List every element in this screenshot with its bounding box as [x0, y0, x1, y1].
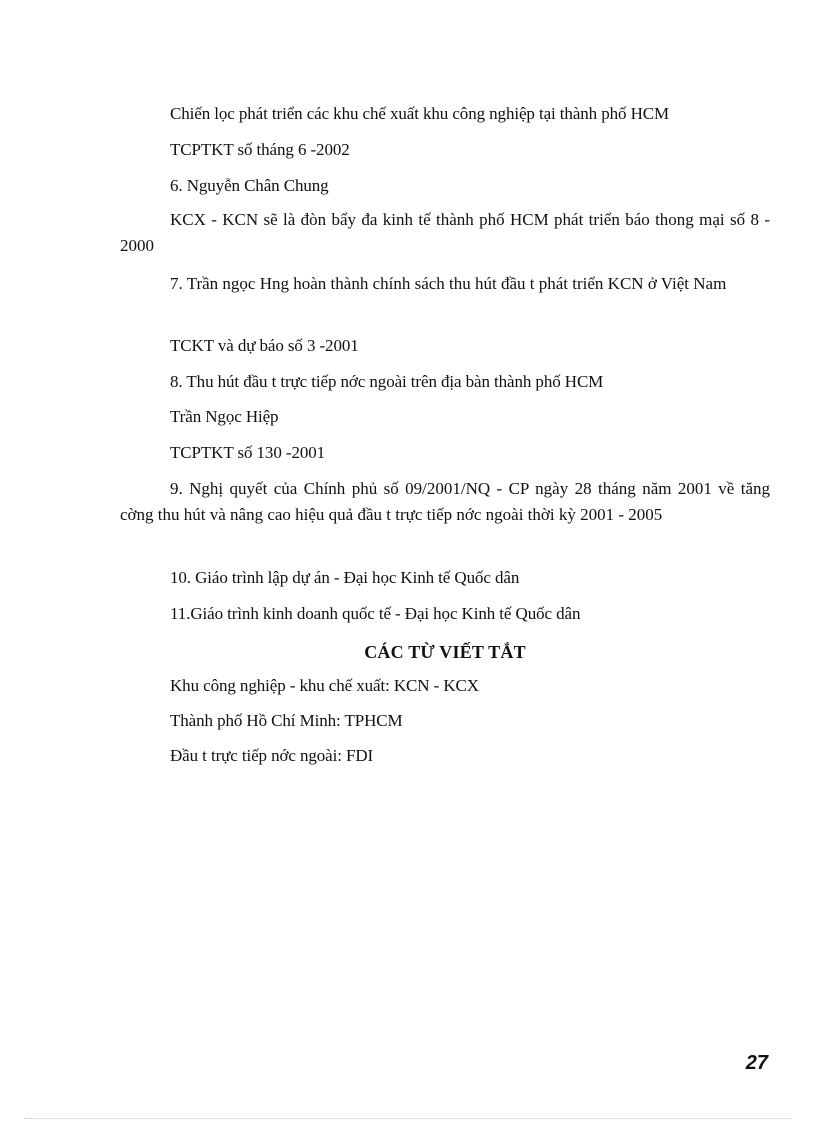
abbreviation-item: Đầu t trực tiếp nớc ngoài: FDI	[170, 746, 374, 765]
reference-11-title: 11.Giáo trình kinh doanh quốc tế - Đại học Kinh tế Quốc dân	[170, 604, 581, 623]
reference-8-title: 8. Thu hút đầu t trực tiếp nớc ngoài trên địa bàn thành phố HCM	[170, 372, 604, 391]
reference-9-title: 9. Nghị quyết của Chính phủ số 09/2001/NQ - CP ngày 28 tháng năm 2001 về tăng cờng thu hút và nâng cao hiệu quả đầu t trực tiếp nớc ngoài thời kỳ 2001 - 2005	[120, 479, 770, 524]
reference-6-title: KCX - KCN sẽ là đòn bẩy đa kinh tế thành phố HCM phát triển báo thong mại số 8 - 2000	[120, 210, 770, 255]
reference-6-author: 6. Nguyễn Chân Chung	[170, 176, 329, 195]
reference-10-title: 10. Giáo trình lập dự án - Đại học Kinh tế Quốc dân	[170, 568, 520, 587]
page-number: 27	[745, 1052, 768, 1074]
reference-8-author: Trần Ngọc Hiệp	[170, 407, 279, 426]
reference-5-source: TCPTKT số tháng 6 -2002	[170, 140, 350, 159]
reference-5-title: Chiến lọc phát triển các khu chế xuất khu công nghiệp tại thành phố HCM	[170, 104, 669, 123]
reference-7-source: TCKT và dự báo số 3 -2001	[170, 336, 359, 355]
abbreviation-item: Khu công nghiệp - khu chế xuất: KCN - KCX	[170, 676, 479, 695]
bottom-divider	[24, 1118, 792, 1119]
reference-7-title: 7. Trần ngọc Hng hoàn thành chính sách thu hút đầu t phát triển KCN ở Việt Nam	[170, 274, 727, 293]
abbreviations-heading: CÁC TỪ VIẾT TẮT	[364, 642, 526, 662]
reference-8-source: TCPTKT số 130 -2001	[170, 443, 326, 462]
abbreviation-item: Thành phố Hồ Chí Minh: TPHCM	[170, 711, 403, 730]
